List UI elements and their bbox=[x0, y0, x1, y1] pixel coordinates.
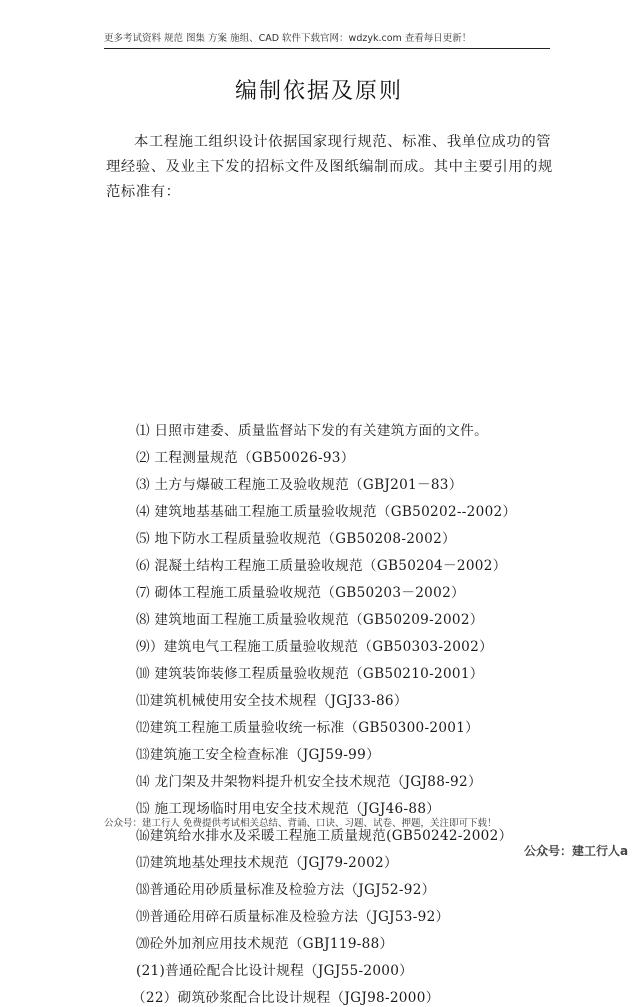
reference-item: ⑿建筑工程施工质量验收统一标准（GB50300-2001） bbox=[136, 720, 480, 736]
reference-item: (21)普通砼配合比设计规程（JGJ55-2000） bbox=[136, 963, 414, 979]
reference-item: ⑴ 日照市建委、质量监督站下发的有关建筑方面的文件。 bbox=[136, 423, 488, 439]
reference-item: ⑼）建筑电气工程施工质量验收规范（GB50303-2002） bbox=[136, 639, 493, 655]
reference-item: ⒂ 施工现场临时用电安全技术规范（JGJ46-88） bbox=[136, 801, 441, 817]
reference-item: ⒄建筑地基处理技术规范（JGJ79-2002） bbox=[136, 855, 398, 871]
page-title: 编制依据及原则 bbox=[234, 79, 403, 104]
reference-item: ⒃建筑给水排水及采暖工程施工质量规范(GB50242-2002） bbox=[136, 828, 513, 844]
reference-item: ⑾建筑机械使用安全技术规程（JGJ33-86） bbox=[136, 693, 408, 709]
reference-item: （22）砌筑砂浆配合比设计规程（JGJ98-2000） bbox=[132, 990, 440, 1006]
intro-paragraph: 本工程施工组织设计依据国家现行规范、标准、我单位成功的管理经验、及业主下发的招标文件及图纸编制而成。其中主要引用的规范标准有： bbox=[106, 134, 553, 200]
reference-item: ⒁ 龙门架及井架物料提升机安全技术规范（JGJ88-92） bbox=[136, 774, 482, 790]
reference-item: ⑻ 建筑地面工程施工质量验收规范（GB50209-2002） bbox=[136, 612, 484, 628]
header-note: 更多考试资料 规范 图集 方案 施组、CAD 软件下载官网：wdzyk.com 查看每日更新！ bbox=[104, 33, 472, 44]
reference-item: ⑺ 砌体工程施工质量验收规范（GB50203－2002） bbox=[136, 585, 465, 601]
reference-item: ⒇砼外加剂应用技术规范（GBJ119-88） bbox=[136, 936, 394, 952]
reference-item: ⒅普通砼用砂质量标准及检验方法（JGJ52-92） bbox=[136, 882, 436, 898]
reference-item: ⑽ 建筑装饰装修工程质量验收规范（GB50210-2001） bbox=[136, 666, 484, 682]
footer-note: 公众号：建工行人 免费提供考试相关总结、背诵、口诀、习题、试卷、押题，关注即可下载！ bbox=[104, 818, 497, 829]
reference-item: ⒀建筑施工安全检查标准（JGJ59-99） bbox=[136, 747, 380, 763]
header-rule bbox=[104, 48, 550, 49]
reference-item: ⑶ 土方与爆破工程施工及验收规范（GBJ201－83） bbox=[136, 477, 463, 493]
reference-item: ⑷ 建筑地基基础工程施工质量验收规范（GB50202--2002） bbox=[136, 504, 517, 520]
reference-item: ⒆普通砼用碎石质量标准及检验方法（JGJ53-92） bbox=[136, 909, 450, 925]
reference-item: ⑸ 地下防水工程质量验收规范（GB50208-2002） bbox=[136, 531, 456, 547]
reference-item: ⑵ 工程测量规范（GB50026-93） bbox=[136, 450, 355, 466]
watermark-text: 公众号：建工行人a bbox=[524, 844, 629, 858]
reference-item: ⑹ 混凝土结构工程施工质量验收规范（GB50204－2002） bbox=[136, 558, 507, 574]
